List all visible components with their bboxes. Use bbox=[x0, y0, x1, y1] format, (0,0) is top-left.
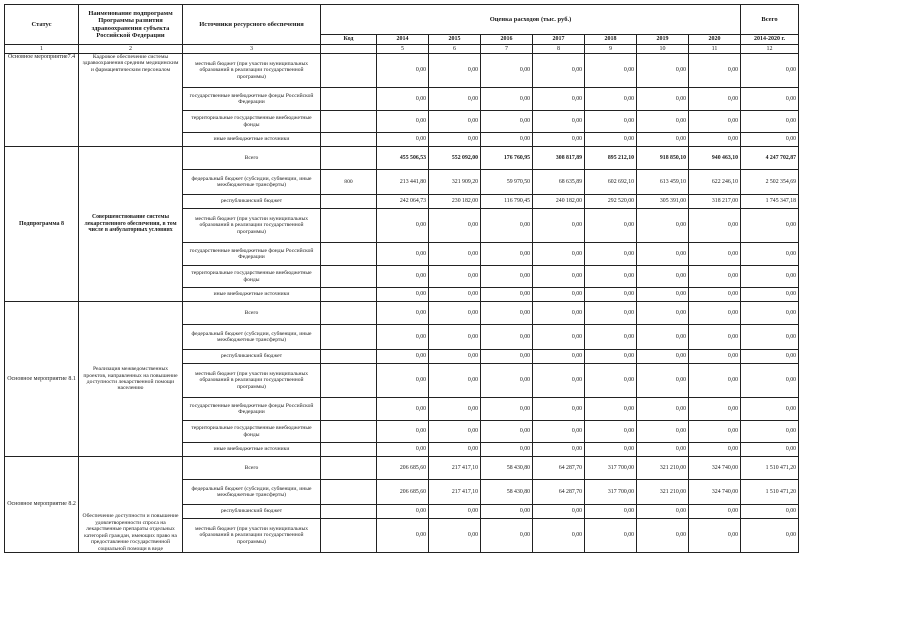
year-value: 58 430,80 bbox=[481, 480, 533, 505]
year-value: 0,00 bbox=[637, 243, 689, 266]
column-number: 8 bbox=[533, 45, 585, 54]
year-value: 0,00 bbox=[533, 111, 585, 133]
year-value: 0,00 bbox=[481, 302, 533, 325]
numbering-row bbox=[5, 45, 799, 54]
year-value: 0,00 bbox=[689, 111, 741, 133]
year-value: 0,00 bbox=[585, 364, 637, 398]
year-value: 0,00 bbox=[481, 505, 533, 519]
year-value: 0,00 bbox=[637, 505, 689, 519]
year-value: 0,00 bbox=[533, 88, 585, 111]
year-value: 308 817,89 bbox=[533, 147, 585, 170]
row-total: 0,00 bbox=[741, 54, 799, 88]
year-value: 552 092,00 bbox=[429, 147, 481, 170]
year-value: 64 287,70 bbox=[533, 480, 585, 505]
year-value: 0,00 bbox=[637, 398, 689, 421]
year-value: 0,00 bbox=[429, 111, 481, 133]
year-value: 0,00 bbox=[585, 505, 637, 519]
row-total: 0,00 bbox=[741, 505, 799, 519]
row-total: 0,00 bbox=[741, 519, 799, 553]
column-number: 12 bbox=[741, 45, 799, 54]
year-value: 0,00 bbox=[377, 398, 429, 421]
expense-table-wrapper bbox=[4, 4, 799, 553]
source-label: территориальные государственные внебюджетные фонды bbox=[183, 111, 321, 133]
table-row bbox=[5, 457, 799, 480]
row-total: 4 247 702,87 bbox=[741, 147, 799, 170]
year-value: 0,00 bbox=[689, 505, 741, 519]
table-row bbox=[5, 302, 799, 325]
year-value: 0,00 bbox=[689, 88, 741, 111]
year-value: 0,00 bbox=[533, 505, 585, 519]
year-value: 0,00 bbox=[689, 350, 741, 364]
year-value: 0,00 bbox=[377, 421, 429, 443]
year-value: 455 506,53 bbox=[377, 147, 429, 170]
year-value: 0,00 bbox=[689, 443, 741, 457]
year-value: 0,00 bbox=[481, 519, 533, 553]
row-total: 0,00 bbox=[741, 302, 799, 325]
year-value: 0,00 bbox=[481, 350, 533, 364]
budget-code: 800 bbox=[321, 170, 377, 195]
year-value: 0,00 bbox=[481, 54, 533, 88]
budget-code bbox=[321, 133, 377, 147]
year-value: 0,00 bbox=[377, 288, 429, 302]
year-value: 0,00 bbox=[689, 325, 741, 350]
header-code: Код bbox=[321, 35, 377, 45]
year-value: 0,00 bbox=[377, 505, 429, 519]
year-value: 0,00 bbox=[533, 133, 585, 147]
year-value: 0,00 bbox=[585, 302, 637, 325]
year-value: 0,00 bbox=[637, 266, 689, 288]
year-value: 0,00 bbox=[481, 88, 533, 111]
year-value: 0,00 bbox=[533, 519, 585, 553]
year-value: 0,00 bbox=[637, 325, 689, 350]
year-value: 0,00 bbox=[429, 443, 481, 457]
year-value: 58 430,80 bbox=[481, 457, 533, 480]
source-label: местный бюджет (при участии муниципальных образований в реализации государственной программы) bbox=[183, 209, 321, 243]
year-value: 318 217,00 bbox=[689, 195, 741, 209]
header-estimate: Оценка расходов (тыс. руб.) bbox=[321, 5, 741, 35]
year-value: 0,00 bbox=[585, 88, 637, 111]
year-value: 68 635,89 bbox=[533, 170, 585, 195]
year-value: 321 210,00 bbox=[637, 457, 689, 480]
year-value: 0,00 bbox=[429, 209, 481, 243]
budget-code bbox=[321, 195, 377, 209]
row-total: 1 510 471,20 bbox=[741, 457, 799, 480]
year-value: 59 970,50 bbox=[481, 170, 533, 195]
budget-code bbox=[321, 266, 377, 288]
year-value: 0,00 bbox=[585, 243, 637, 266]
header-year: 2015 bbox=[429, 35, 481, 45]
budget-code bbox=[321, 54, 377, 88]
header-year: 2020 bbox=[689, 35, 741, 45]
row-total: 0,00 bbox=[741, 133, 799, 147]
year-value: 0,00 bbox=[689, 209, 741, 243]
year-value: 217 417,10 bbox=[429, 457, 481, 480]
year-value: 0,00 bbox=[377, 443, 429, 457]
column-number: 3 bbox=[183, 45, 321, 54]
year-value: 0,00 bbox=[689, 266, 741, 288]
block-status: Подпрограмма 8 bbox=[5, 147, 79, 302]
budget-code bbox=[321, 302, 377, 325]
year-value: 242 064,73 bbox=[377, 195, 429, 209]
year-value: 0,00 bbox=[689, 54, 741, 88]
budget-code bbox=[321, 398, 377, 421]
block-name: Обеспечение доступности и повышение удовлетворенности спроса на лекарственные препараты отдельных категорий граждан, имеющих право на предоставление государственной социальной помощи в виде bbox=[79, 457, 183, 553]
block-status: Основное мероприятие 8.1 bbox=[5, 302, 79, 457]
year-value: 0,00 bbox=[377, 111, 429, 133]
year-value: 0,00 bbox=[533, 288, 585, 302]
year-value: 0,00 bbox=[429, 350, 481, 364]
year-value: 0,00 bbox=[533, 266, 585, 288]
year-value: 0,00 bbox=[533, 421, 585, 443]
year-value: 0,00 bbox=[377, 350, 429, 364]
row-total: 2 502 354,69 bbox=[741, 170, 799, 195]
block-name: Совершенствование системы лекарственного обеспечения, в том числе в амбулаторных условиях bbox=[79, 147, 183, 302]
year-value: 0,00 bbox=[689, 133, 741, 147]
year-value: 0,00 bbox=[585, 133, 637, 147]
row-total: 1 745 347,18 bbox=[741, 195, 799, 209]
year-value: 602 692,10 bbox=[585, 170, 637, 195]
header-year: 2017 bbox=[533, 35, 585, 45]
year-value: 0,00 bbox=[637, 88, 689, 111]
year-value: 0,00 bbox=[585, 54, 637, 88]
header-status: Статус bbox=[5, 5, 79, 45]
year-value: 918 850,10 bbox=[637, 147, 689, 170]
source-label: Всего bbox=[183, 457, 321, 480]
year-value: 0,00 bbox=[481, 325, 533, 350]
year-value: 0,00 bbox=[689, 519, 741, 553]
year-value: 0,00 bbox=[585, 350, 637, 364]
table-row bbox=[5, 54, 799, 88]
row-total: 0,00 bbox=[741, 421, 799, 443]
expense-table bbox=[4, 4, 799, 553]
year-value: 0,00 bbox=[533, 398, 585, 421]
source-label: иные внебюджетные источники bbox=[183, 288, 321, 302]
year-value: 940 463,10 bbox=[689, 147, 741, 170]
year-value: 305 391,00 bbox=[637, 195, 689, 209]
year-value: 0,00 bbox=[429, 266, 481, 288]
year-value: 213 441,80 bbox=[377, 170, 429, 195]
column-number: 5 bbox=[377, 45, 429, 54]
row-total: 0,00 bbox=[741, 111, 799, 133]
year-value: 0,00 bbox=[689, 364, 741, 398]
block-status: Основное мероприятие 8.2 bbox=[5, 457, 79, 553]
year-value: 230 182,00 bbox=[429, 195, 481, 209]
column-number: 1 bbox=[5, 45, 79, 54]
year-value: 321 210,00 bbox=[637, 480, 689, 505]
header-year: 2019 bbox=[637, 35, 689, 45]
year-value: 217 417,10 bbox=[429, 480, 481, 505]
header-year: 2018 bbox=[585, 35, 637, 45]
year-value: 0,00 bbox=[689, 288, 741, 302]
year-value: 0,00 bbox=[585, 519, 637, 553]
budget-code bbox=[321, 209, 377, 243]
budget-code bbox=[321, 325, 377, 350]
year-value: 0,00 bbox=[429, 398, 481, 421]
column-number: 9 bbox=[585, 45, 637, 54]
year-value: 0,00 bbox=[533, 54, 585, 88]
source-label: федеральный бюджет (субсидии, субвенции, иные межбюджетные трансферты) bbox=[183, 170, 321, 195]
year-value: 116 790,45 bbox=[481, 195, 533, 209]
year-value: 0,00 bbox=[533, 364, 585, 398]
source-label: территориальные государственные внебюджетные фонды bbox=[183, 421, 321, 443]
year-value: 622 246,10 bbox=[689, 170, 741, 195]
year-value: 0,00 bbox=[481, 243, 533, 266]
year-value: 176 760,95 bbox=[481, 147, 533, 170]
row-total: 0,00 bbox=[741, 209, 799, 243]
year-value: 0,00 bbox=[377, 302, 429, 325]
year-value: 324 740,00 bbox=[689, 480, 741, 505]
year-value: 0,00 bbox=[481, 443, 533, 457]
year-value: 206 685,60 bbox=[377, 480, 429, 505]
source-label: федеральный бюджет (субсидии, субвенции, иные межбюджетные трансферты) bbox=[183, 480, 321, 505]
year-value: 0,00 bbox=[689, 421, 741, 443]
year-value: 0,00 bbox=[533, 243, 585, 266]
year-value: 0,00 bbox=[429, 133, 481, 147]
source-label: местный бюджет (при участии муниципальных образований в реализации государственной программы) bbox=[183, 519, 321, 553]
budget-code bbox=[321, 480, 377, 505]
year-value: 0,00 bbox=[533, 350, 585, 364]
row-total: 0,00 bbox=[741, 398, 799, 421]
header-year: 2014 bbox=[377, 35, 429, 45]
year-value: 0,00 bbox=[637, 421, 689, 443]
year-value: 0,00 bbox=[637, 443, 689, 457]
header-year: 2016 bbox=[481, 35, 533, 45]
year-value: 0,00 bbox=[585, 209, 637, 243]
year-value: 0,00 bbox=[585, 325, 637, 350]
source-label: местный бюджет (при участии муниципальных образований в реализации государственной программы) bbox=[183, 54, 321, 88]
header-row bbox=[5, 5, 799, 35]
year-value: 0,00 bbox=[637, 302, 689, 325]
column-number: 10 bbox=[637, 45, 689, 54]
year-value: 0,00 bbox=[585, 111, 637, 133]
budget-code bbox=[321, 519, 377, 553]
year-value: 0,00 bbox=[585, 443, 637, 457]
budget-code bbox=[321, 443, 377, 457]
year-value: 0,00 bbox=[377, 243, 429, 266]
year-value: 0,00 bbox=[481, 111, 533, 133]
year-value: 321 909,20 bbox=[429, 170, 481, 195]
year-value: 0,00 bbox=[377, 266, 429, 288]
column-number bbox=[321, 45, 377, 54]
year-value: 0,00 bbox=[429, 243, 481, 266]
year-value: 317 700,00 bbox=[585, 480, 637, 505]
year-value: 0,00 bbox=[481, 421, 533, 443]
year-value: 0,00 bbox=[585, 421, 637, 443]
year-value: 0,00 bbox=[637, 288, 689, 302]
year-value: 895 212,10 bbox=[585, 147, 637, 170]
header-total: Всего bbox=[741, 5, 799, 35]
year-value: 206 685,60 bbox=[377, 457, 429, 480]
year-value: 0,00 bbox=[533, 443, 585, 457]
budget-code bbox=[321, 243, 377, 266]
row-total: 0,00 bbox=[741, 350, 799, 364]
budget-code bbox=[321, 147, 377, 170]
block-name: Реализация межведомственных проектов, направленных на повышение доступности лекарственной помощи населению bbox=[79, 302, 183, 457]
year-value: 0,00 bbox=[429, 54, 481, 88]
row-total: 0,00 bbox=[741, 443, 799, 457]
year-value: 0,00 bbox=[585, 266, 637, 288]
source-label: территориальные государственные внебюджетные фонды bbox=[183, 266, 321, 288]
year-value: 0,00 bbox=[637, 209, 689, 243]
source-label: иные внебюджетные источники bbox=[183, 133, 321, 147]
year-value: 0,00 bbox=[377, 209, 429, 243]
year-value: 0,00 bbox=[377, 88, 429, 111]
column-number: 7 bbox=[481, 45, 533, 54]
year-value: 0,00 bbox=[585, 288, 637, 302]
year-value: 64 287,70 bbox=[533, 457, 585, 480]
year-value: 0,00 bbox=[637, 364, 689, 398]
year-value: 0,00 bbox=[429, 421, 481, 443]
year-value: 0,00 bbox=[533, 325, 585, 350]
year-value: 0,00 bbox=[481, 288, 533, 302]
source-label: Всего bbox=[183, 302, 321, 325]
year-value: 240 182,00 bbox=[533, 195, 585, 209]
source-label: государственные внебюджетные фонды Российской Федерации bbox=[183, 398, 321, 421]
year-value: 0,00 bbox=[429, 364, 481, 398]
year-value: 0,00 bbox=[377, 133, 429, 147]
budget-code bbox=[321, 421, 377, 443]
budget-code bbox=[321, 111, 377, 133]
year-value: 0,00 bbox=[533, 302, 585, 325]
column-number: 2 bbox=[79, 45, 183, 54]
row-total: 0,00 bbox=[741, 325, 799, 350]
column-number: 11 bbox=[689, 45, 741, 54]
year-value: 0,00 bbox=[377, 364, 429, 398]
budget-code bbox=[321, 505, 377, 519]
year-value: 0,00 bbox=[637, 111, 689, 133]
header-name: Наименование подпрограмм Программы развития здравоохранения субъекта Российской Федерации bbox=[79, 5, 183, 45]
source-label: государственные внебюджетные фонды Российской Федерации bbox=[183, 243, 321, 266]
year-value: 0,00 bbox=[637, 519, 689, 553]
year-value: 0,00 bbox=[637, 54, 689, 88]
year-value: 0,00 bbox=[481, 398, 533, 421]
year-value: 0,00 bbox=[429, 519, 481, 553]
year-value: 0,00 bbox=[429, 325, 481, 350]
block-name: Кадровое обеспечение системы здравоохранения средним медицинским и фармацевтическим персоналом bbox=[79, 54, 183, 147]
year-value: 0,00 bbox=[377, 54, 429, 88]
source-label: республиканский бюджет bbox=[183, 195, 321, 209]
source-label: Всего bbox=[183, 147, 321, 170]
budget-code bbox=[321, 350, 377, 364]
year-value: 317 700,00 bbox=[585, 457, 637, 480]
year-value: 0,00 bbox=[429, 505, 481, 519]
header-sources: Источники ресурсного обеспечения bbox=[183, 5, 321, 45]
row-total: 0,00 bbox=[741, 288, 799, 302]
budget-code bbox=[321, 288, 377, 302]
year-value: 0,00 bbox=[377, 519, 429, 553]
source-label: государственные внебюджетные фонды Российской Федерации bbox=[183, 88, 321, 111]
row-total: 0,00 bbox=[741, 364, 799, 398]
budget-code bbox=[321, 457, 377, 480]
table-row bbox=[5, 147, 799, 170]
block-status: Основное мероприятие7.4 bbox=[5, 54, 79, 147]
budget-code bbox=[321, 364, 377, 398]
row-total: 0,00 bbox=[741, 266, 799, 288]
year-value: 0,00 bbox=[481, 209, 533, 243]
source-label: иные внебюджетные источники bbox=[183, 443, 321, 457]
year-value: 0,00 bbox=[481, 266, 533, 288]
year-value: 613 459,10 bbox=[637, 170, 689, 195]
source-label: республиканский бюджет bbox=[183, 350, 321, 364]
year-value: 0,00 bbox=[689, 243, 741, 266]
row-total: 0,00 bbox=[741, 243, 799, 266]
source-label: местный бюджет (при участии муниципальных образований в реализации государственной программы) bbox=[183, 364, 321, 398]
year-value: 0,00 bbox=[637, 133, 689, 147]
year-value: 0,00 bbox=[481, 364, 533, 398]
year-value: 0,00 bbox=[429, 302, 481, 325]
year-value: 0,00 bbox=[689, 398, 741, 421]
source-label: республиканский бюджет bbox=[183, 505, 321, 519]
year-value: 0,00 bbox=[481, 133, 533, 147]
budget-code bbox=[321, 88, 377, 111]
header-total-range: 2014-2020 г. bbox=[741, 35, 799, 45]
column-number: 6 bbox=[429, 45, 481, 54]
year-value: 324 740,00 bbox=[689, 457, 741, 480]
row-total: 0,00 bbox=[741, 88, 799, 111]
source-label: федеральный бюджет (субсидии, субвенции, иные межбюджетные трансферты) bbox=[183, 325, 321, 350]
row-total: 1 510 471,20 bbox=[741, 480, 799, 505]
year-value: 0,00 bbox=[429, 288, 481, 302]
year-value: 0,00 bbox=[377, 325, 429, 350]
year-value: 0,00 bbox=[585, 398, 637, 421]
year-value: 0,00 bbox=[637, 350, 689, 364]
year-value: 0,00 bbox=[689, 302, 741, 325]
year-value: 0,00 bbox=[533, 209, 585, 243]
year-value: 292 520,00 bbox=[585, 195, 637, 209]
year-value: 0,00 bbox=[429, 88, 481, 111]
